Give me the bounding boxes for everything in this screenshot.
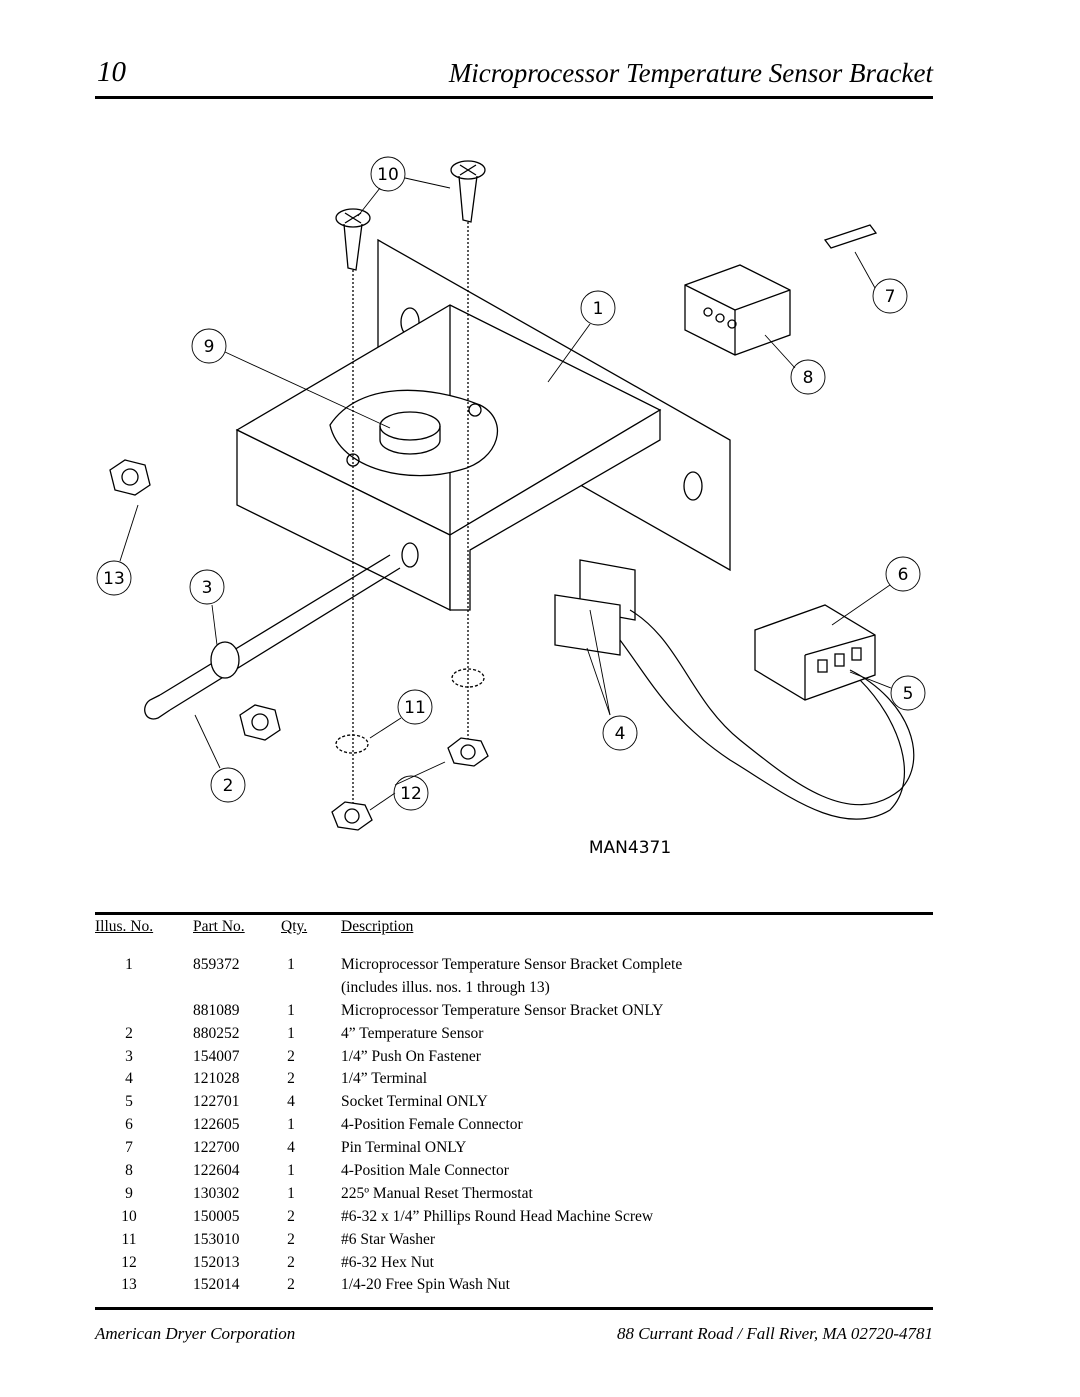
table-row — [95, 1276, 933, 1299]
description: #6 Star Washer — [341, 1230, 436, 1248]
table-row — [95, 1116, 933, 1139]
page-header — [95, 52, 933, 99]
callout-12: 12 — [400, 784, 422, 804]
callout-2: 2 — [222, 776, 234, 796]
header-qty: Qty. — [281, 918, 308, 935]
part-no: 121028 — [193, 1070, 240, 1088]
description: #6-32 Hex Nut — [341, 1253, 434, 1271]
callout-13: 13 — [103, 569, 125, 589]
callout-8: 8 — [802, 368, 814, 388]
part-no: 153010 — [193, 1230, 240, 1248]
qty: 2 — [287, 1230, 295, 1248]
illus-no: 12 — [121, 1253, 137, 1271]
callout-6: 6 — [897, 565, 909, 585]
header-part-no: Part No. — [193, 918, 245, 935]
part-no: 122604 — [193, 1162, 240, 1180]
description: Pin Terminal ONLY — [341, 1139, 467, 1157]
callout-9: 9 — [203, 337, 215, 357]
callout-11: 11 — [404, 698, 426, 718]
qty: 1 — [287, 1162, 295, 1180]
exploded-parts-diagram — [90, 140, 950, 880]
footer-company: American Dryer Corporation — [95, 1324, 296, 1343]
qty: 2 — [287, 1070, 295, 1088]
footer-address: 88 Currant Road / Fall River, MA 02720-4781 — [616, 1324, 933, 1343]
qty: 4 — [287, 1093, 295, 1111]
qty: 1 — [287, 1116, 295, 1134]
callout-1: 1 — [592, 299, 604, 319]
table-top-rule — [95, 912, 933, 915]
description: Microprocessor Temperature Sensor Bracket Complete — [341, 956, 683, 973]
parts-table — [95, 918, 933, 1299]
header-description: Description — [341, 918, 414, 935]
illus-no: 7 — [125, 1139, 133, 1157]
qty: 2 — [287, 1276, 295, 1294]
female-connector — [755, 605, 875, 700]
table-row — [95, 956, 933, 979]
table-row — [95, 1002, 933, 1025]
table-row — [95, 1048, 933, 1071]
description: (includes illus. nos. 1 through 13) — [341, 978, 550, 996]
callout-10: 10 — [377, 165, 399, 185]
description: 4-Position Female Connector — [341, 1116, 523, 1134]
table-row — [95, 1070, 933, 1093]
illus-no: 13 — [121, 1276, 137, 1294]
temperature-sensor — [145, 555, 400, 719]
part-no: 152014 — [193, 1276, 240, 1294]
illus-no: 1 — [125, 956, 133, 973]
illus-no: 4 — [125, 1070, 133, 1088]
page-number: 10 — [97, 56, 126, 88]
part-no: 122701 — [193, 1093, 240, 1111]
footer-rule — [95, 1307, 933, 1310]
table-row — [95, 1208, 933, 1231]
description: 4” Temperature Sensor — [341, 1024, 484, 1042]
illus-no — [95, 979, 193, 1002]
wash-nut-13 — [110, 460, 150, 495]
table-row — [95, 1139, 933, 1162]
qty: 2 — [287, 1207, 295, 1225]
table-row — [95, 1231, 933, 1254]
description: 1/4” Push On Fastener — [341, 1047, 481, 1065]
description: Microprocessor Temperature Sensor Bracket ONLY — [341, 1001, 664, 1019]
illus-no: 3 — [125, 1047, 133, 1065]
description: Socket Terminal ONLY — [341, 1093, 488, 1111]
description: 1/4-20 Free Spin Wash Nut — [341, 1276, 510, 1294]
illus-no — [95, 1002, 193, 1025]
table-row — [95, 1254, 933, 1277]
part-no: 122605 — [193, 1116, 240, 1134]
qty: 2 — [287, 1047, 295, 1065]
wash-nut-lower — [240, 705, 280, 740]
qty — [281, 979, 341, 1002]
table-row — [95, 1185, 933, 1208]
hex-nut-left — [332, 802, 372, 830]
description: 4-Position Male Connector — [341, 1162, 509, 1180]
part-no: 122700 — [193, 1139, 240, 1157]
screw-right — [451, 161, 485, 222]
qty: 1 — [287, 956, 295, 973]
qty: 2 — [287, 1253, 295, 1271]
illus-no: 10 — [121, 1207, 137, 1225]
callout-5: 5 — [902, 684, 914, 704]
part-no: 154007 — [193, 1047, 240, 1065]
callout-7: 7 — [884, 287, 896, 307]
drawing-id: MAN4371 — [588, 838, 672, 858]
screw-left — [336, 209, 370, 270]
callout-3: 3 — [201, 578, 213, 598]
table-row — [95, 1162, 933, 1185]
part-no: 880252 — [193, 1024, 240, 1042]
qty: 1 — [287, 1001, 295, 1019]
illus-no: 9 — [125, 1184, 133, 1202]
pin-terminal — [825, 225, 876, 248]
part-no: 150005 — [193, 1207, 240, 1225]
callout-4: 4 — [614, 724, 626, 744]
illus-no: 2 — [125, 1024, 133, 1042]
table-row — [95, 1025, 933, 1048]
part-no: 130302 — [193, 1184, 240, 1202]
table-row — [95, 979, 933, 1002]
illus-no: 11 — [121, 1230, 137, 1248]
star-washer-left — [336, 735, 368, 753]
qty: 4 — [287, 1139, 295, 1157]
male-connector — [685, 265, 790, 355]
qty: 1 — [287, 1024, 295, 1042]
illus-no: 8 — [125, 1162, 133, 1180]
part-no — [193, 979, 281, 1002]
part-no: 859372 — [193, 956, 240, 973]
part-no: 152013 — [193, 1253, 240, 1271]
illus-no: 6 — [125, 1116, 133, 1134]
description: #6-32 x 1/4” Phillips Round Head Machine Screw — [341, 1207, 654, 1225]
illus-no: 5 — [125, 1093, 133, 1111]
header-illus-no: Illus. No. — [95, 918, 154, 935]
hex-nut-right — [448, 738, 488, 766]
qty: 1 — [287, 1184, 295, 1202]
table-header-row — [95, 918, 933, 956]
table-row — [95, 1093, 933, 1116]
description: 225º Manual Reset Thermostat — [341, 1184, 533, 1202]
terminals — [555, 560, 635, 655]
part-no: 881089 — [193, 1001, 240, 1019]
page-title: Microprocessor Temperature Sensor Bracket — [448, 58, 933, 88]
description: 1/4” Terminal — [341, 1070, 428, 1088]
